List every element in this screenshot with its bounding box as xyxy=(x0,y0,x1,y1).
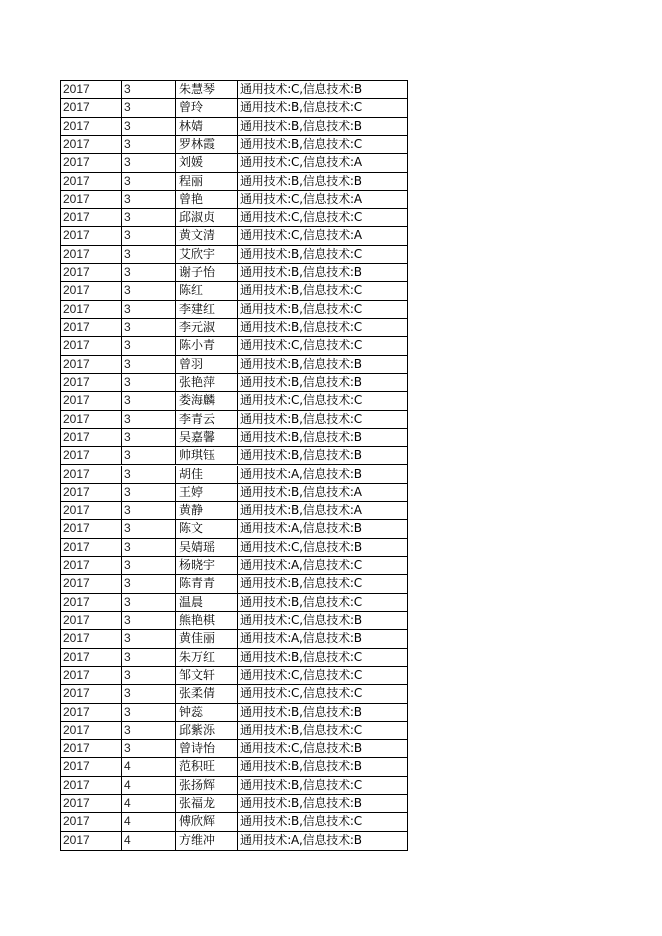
name-cell[interactable]: 黄文清 xyxy=(176,227,238,244)
class-cell[interactable]: 3 xyxy=(122,118,176,135)
grade-cell[interactable]: 通用技术:A,信息技术:B xyxy=(240,832,362,847)
grade-cell[interactable]: 通用技术:B,信息技术:B xyxy=(240,356,362,371)
year-cell[interactable]: 2017 xyxy=(61,557,122,574)
grade-cell[interactable]: 通用技术:B,信息技术:C xyxy=(240,814,362,829)
table-row xyxy=(61,704,407,722)
table-row xyxy=(61,557,407,575)
year-cell[interactable]: 2017 xyxy=(61,630,122,647)
grade-cell[interactable]: 通用技术:B,信息技术:B xyxy=(240,118,362,133)
table-row xyxy=(61,502,407,520)
name-cell[interactable]: 艾欣宇 xyxy=(176,246,238,263)
name-cell[interactable]: 谢子怡 xyxy=(176,264,238,281)
class-cell[interactable]: 4 xyxy=(122,813,176,830)
year-cell[interactable]: 2017 xyxy=(61,319,122,336)
class-cell[interactable]: 3 xyxy=(122,136,176,153)
grade-cell[interactable]: 通用技术:B,信息技术:B xyxy=(240,796,362,811)
name-cell[interactable]: 曾艳 xyxy=(176,191,238,208)
table-row xyxy=(61,374,407,392)
table-row xyxy=(61,154,407,172)
table-row xyxy=(61,319,407,337)
name-cell[interactable]: 吴嘉馨 xyxy=(176,429,238,446)
name-cell[interactable]: 傅欣辉 xyxy=(176,813,238,830)
grade-cell[interactable]: 通用技术:B,信息技术:C xyxy=(240,722,362,737)
table-row xyxy=(61,227,407,245)
grade-cell[interactable]: 通用技术:C,信息技术:C xyxy=(240,393,363,408)
grade-cell[interactable]: 通用技术:B,信息技术:C xyxy=(240,320,362,335)
table-row xyxy=(61,795,407,813)
name-cell[interactable]: 程丽 xyxy=(176,173,238,190)
year-cell[interactable]: 2017 xyxy=(61,81,122,98)
class-cell[interactable]: 3 xyxy=(122,722,176,739)
table-row xyxy=(61,777,407,795)
name-cell[interactable]: 吴婧瑶 xyxy=(176,539,238,556)
table-row xyxy=(61,337,407,355)
year-cell[interactable]: 2017 xyxy=(61,282,122,299)
year-cell[interactable]: 2017 xyxy=(61,777,122,794)
class-cell[interactable]: 3 xyxy=(122,685,176,702)
name-cell[interactable]: 陈青青 xyxy=(176,575,238,592)
class-cell[interactable]: 3 xyxy=(122,667,176,684)
table-row xyxy=(61,649,407,667)
year-cell[interactable]: 2017 xyxy=(61,722,122,739)
table-row xyxy=(61,722,407,740)
name-cell[interactable]: 温晨 xyxy=(176,594,238,611)
name-cell[interactable]: 曾玲 xyxy=(176,99,238,116)
name-cell[interactable]: 张艳萍 xyxy=(176,374,238,391)
class-cell[interactable]: 3 xyxy=(122,392,176,409)
name-cell[interactable]: 钟蕊 xyxy=(176,704,238,721)
grade-cell[interactable]: 通用技术:B,信息技术:C xyxy=(240,576,362,591)
table-row xyxy=(61,520,407,538)
table-row xyxy=(61,301,407,319)
grade-cell[interactable]: 通用技术:B,信息技术:C xyxy=(240,136,362,151)
grade-cell[interactable]: 通用技术:A,信息技术:B xyxy=(240,631,362,646)
name-cell[interactable]: 林婧 xyxy=(176,118,238,135)
grade-cell[interactable]: 通用技术:B,信息技术:C xyxy=(240,246,362,261)
name-cell[interactable]: 方维冲 xyxy=(176,832,238,850)
year-cell[interactable]: 2017 xyxy=(61,795,122,812)
class-cell[interactable]: 3 xyxy=(122,466,176,483)
year-cell[interactable]: 2017 xyxy=(61,667,122,684)
class-cell[interactable]: 3 xyxy=(122,612,176,629)
name-cell[interactable]: 邹文轩 xyxy=(176,667,238,684)
name-cell[interactable]: 邱紫泺 xyxy=(176,722,238,739)
year-cell[interactable]: 2017 xyxy=(61,429,122,446)
name-cell[interactable]: 黄佳丽 xyxy=(176,630,238,647)
class-cell[interactable]: 3 xyxy=(122,191,176,208)
table-row xyxy=(61,484,407,502)
class-cell[interactable]: 3 xyxy=(122,539,176,556)
name-cell[interactable]: 罗林霞 xyxy=(176,136,238,153)
table-row xyxy=(61,630,407,648)
year-cell[interactable]: 2017 xyxy=(61,539,122,556)
class-cell[interactable]: 3 xyxy=(122,301,176,318)
table-row xyxy=(61,264,407,282)
grade-cell[interactable]: 通用技术:B,信息技术:B xyxy=(240,173,362,188)
class-cell[interactable]: 3 xyxy=(122,429,176,446)
name-cell[interactable]: 黄静 xyxy=(176,502,238,519)
grade-cell[interactable]: 通用技术:B,信息技术:B xyxy=(240,759,362,774)
grade-cell[interactable]: 通用技术:B,信息技术:B xyxy=(240,374,362,389)
class-cell[interactable]: 4 xyxy=(122,795,176,812)
table-row xyxy=(61,246,407,264)
year-cell[interactable]: 2017 xyxy=(61,813,122,830)
grade-cell[interactable]: 通用技术:B,信息技术:B xyxy=(240,429,362,444)
table-row xyxy=(61,539,407,557)
year-cell[interactable]: 2017 xyxy=(61,246,122,263)
year-cell[interactable]: 2017 xyxy=(61,356,122,373)
name-cell[interactable]: 陈文 xyxy=(176,520,238,537)
year-cell[interactable]: 2017 xyxy=(61,209,122,226)
name-cell[interactable]: 曾羽 xyxy=(176,356,238,373)
year-cell[interactable]: 2017 xyxy=(61,173,122,190)
grade-cell[interactable]: 通用技术:C,信息技术:B xyxy=(240,612,362,627)
name-cell[interactable]: 杨晓宇 xyxy=(176,557,238,574)
grade-cell[interactable]: 通用技术:B,信息技术:A xyxy=(240,484,362,499)
year-cell[interactable]: 2017 xyxy=(61,649,122,666)
year-cell[interactable]: 2017 xyxy=(61,136,122,153)
class-cell[interactable]: 3 xyxy=(122,319,176,336)
class-cell[interactable]: 3 xyxy=(122,246,176,263)
table-row xyxy=(61,282,407,300)
table-row xyxy=(61,758,407,776)
grade-cell[interactable]: 通用技术:B,信息技术:C xyxy=(240,649,362,664)
year-cell[interactable]: 2017 xyxy=(61,704,122,721)
year-cell[interactable]: 2017 xyxy=(61,502,122,519)
name-cell[interactable]: 朱慧琴 xyxy=(176,81,238,98)
table-row xyxy=(61,99,407,117)
name-cell[interactable]: 曾诗怡 xyxy=(176,740,238,757)
table-row xyxy=(61,411,407,429)
name-cell[interactable]: 李青云 xyxy=(176,411,238,428)
grade-cell[interactable]: 通用技术:B,信息技术:B xyxy=(240,704,362,719)
name-cell[interactable]: 陈红 xyxy=(176,282,238,299)
grade-cell[interactable]: 通用技术:B,信息技术:C xyxy=(240,100,362,115)
class-cell[interactable]: 4 xyxy=(122,832,176,850)
year-cell[interactable]: 2017 xyxy=(61,520,122,537)
table-row xyxy=(61,612,407,630)
table-row xyxy=(61,740,407,758)
name-cell[interactable]: 张福龙 xyxy=(176,795,238,812)
class-cell[interactable]: 4 xyxy=(122,777,176,794)
class-cell[interactable]: 3 xyxy=(122,594,176,611)
class-cell[interactable]: 3 xyxy=(122,630,176,647)
table-row xyxy=(61,832,407,850)
table-row xyxy=(61,429,407,447)
grade-cell[interactable]: 通用技术:C,信息技术:C xyxy=(240,667,363,682)
class-cell[interactable]: 3 xyxy=(122,557,176,574)
grade-cell[interactable]: 通用技术:A,信息技术:B xyxy=(240,466,362,481)
grade-cell[interactable]: 通用技术:B,信息技术:B xyxy=(240,448,362,463)
grade-cell[interactable]: 通用技术:C,信息技术:B xyxy=(240,741,362,756)
class-cell[interactable]: 3 xyxy=(122,99,176,116)
class-cell[interactable]: 3 xyxy=(122,502,176,519)
class-cell[interactable]: 3 xyxy=(122,704,176,721)
name-cell[interactable]: 李建红 xyxy=(176,301,238,318)
table-row xyxy=(61,685,407,703)
year-cell[interactable]: 2017 xyxy=(61,466,122,483)
table-row xyxy=(61,118,407,136)
class-cell[interactable]: 3 xyxy=(122,337,176,354)
name-cell[interactable]: 熊艳棋 xyxy=(176,612,238,629)
name-cell[interactable]: 刘媛 xyxy=(176,154,238,171)
table-row xyxy=(61,813,407,831)
spreadsheet-table xyxy=(60,80,408,851)
grade-cell[interactable]: 通用技术:B,信息技术:C xyxy=(240,594,362,609)
class-cell[interactable]: 3 xyxy=(122,209,176,226)
grade-cell[interactable]: 通用技术:C,信息技术:C xyxy=(240,338,363,353)
table-row xyxy=(61,447,407,465)
class-cell[interactable]: 4 xyxy=(122,758,176,775)
grade-cell[interactable]: 通用技术:B,信息技术:A xyxy=(240,503,362,518)
grade-cell[interactable]: 通用技术:C,信息技术:A xyxy=(240,191,362,206)
class-cell[interactable]: 3 xyxy=(122,374,176,391)
year-cell[interactable]: 2017 xyxy=(61,118,122,135)
year-cell[interactable]: 2017 xyxy=(61,374,122,391)
year-cell[interactable]: 2017 xyxy=(61,411,122,428)
year-cell[interactable]: 2017 xyxy=(61,612,122,629)
class-cell[interactable]: 3 xyxy=(122,356,176,373)
name-cell[interactable]: 陈小青 xyxy=(176,337,238,354)
grade-cell[interactable]: 通用技术:B,信息技术:C xyxy=(240,283,362,298)
class-cell[interactable]: 3 xyxy=(122,264,176,281)
table-row xyxy=(61,392,407,410)
name-cell[interactable]: 帅琪钰 xyxy=(176,447,238,464)
grade-cell[interactable]: 通用技术:C,信息技术:B xyxy=(240,82,362,96)
name-cell[interactable]: 王婷 xyxy=(176,484,238,501)
class-cell[interactable]: 3 xyxy=(122,575,176,592)
grade-cell[interactable]: 通用技术:B,信息技术:C xyxy=(240,411,362,426)
name-cell[interactable]: 张扬辉 xyxy=(176,777,238,794)
class-cell[interactable]: 3 xyxy=(122,173,176,190)
name-cell[interactable]: 朱万红 xyxy=(176,649,238,666)
table-row xyxy=(61,575,407,593)
name-cell[interactable]: 邱淑贞 xyxy=(176,209,238,226)
name-cell[interactable]: 胡佳 xyxy=(176,466,238,483)
name-cell[interactable]: 范积旺 xyxy=(176,758,238,775)
class-cell[interactable]: 3 xyxy=(122,227,176,244)
name-cell[interactable]: 娄海麟 xyxy=(176,392,238,409)
grade-cell[interactable]: 通用技术:C,信息技术:C xyxy=(240,210,363,225)
class-cell[interactable]: 3 xyxy=(122,411,176,428)
table-row xyxy=(61,356,407,374)
class-cell[interactable]: 3 xyxy=(122,282,176,299)
name-cell[interactable]: 张柔倩 xyxy=(176,685,238,702)
grade-cell[interactable]: 通用技术:C,信息技术:B xyxy=(240,539,362,554)
year-cell[interactable]: 2017 xyxy=(61,685,122,702)
grade-cell[interactable]: 通用技术:B,信息技术:C xyxy=(240,777,362,792)
year-cell[interactable]: 2017 xyxy=(61,99,122,116)
year-cell[interactable]: 2017 xyxy=(61,832,122,850)
year-cell[interactable]: 2017 xyxy=(61,484,122,501)
grade-cell[interactable]: 通用技术:C,信息技术:A xyxy=(240,155,362,170)
class-cell[interactable]: 3 xyxy=(122,484,176,501)
year-cell[interactable]: 2017 xyxy=(61,154,122,171)
grade-cell[interactable]: 通用技术:B,信息技术:B xyxy=(240,265,362,280)
class-cell[interactable]: 3 xyxy=(122,154,176,171)
table-row xyxy=(61,594,407,612)
year-cell[interactable]: 2017 xyxy=(61,264,122,281)
table-row xyxy=(61,209,407,227)
class-cell[interactable]: 3 xyxy=(122,520,176,537)
year-cell[interactable]: 2017 xyxy=(61,575,122,592)
grade-cell[interactable]: 通用技术:C,信息技术:C xyxy=(240,686,363,701)
table-row xyxy=(61,81,407,99)
name-cell[interactable]: 李元淑 xyxy=(176,319,238,336)
grade-cell[interactable]: 通用技术:A,信息技术:B xyxy=(240,521,362,536)
grade-cell[interactable]: 通用技术:B,信息技术:C xyxy=(240,301,362,316)
class-cell[interactable]: 3 xyxy=(122,81,176,98)
year-cell[interactable]: 2017 xyxy=(61,740,122,757)
table-row xyxy=(61,191,407,209)
grade-cell[interactable]: 通用技术:C,信息技术:A xyxy=(240,228,362,243)
year-cell[interactable]: 2017 xyxy=(61,227,122,244)
table-row xyxy=(61,667,407,685)
year-cell[interactable]: 2017 xyxy=(61,301,122,318)
year-cell[interactable]: 2017 xyxy=(61,392,122,409)
grade-cell[interactable]: 通用技术:A,信息技术:C xyxy=(240,558,362,573)
class-cell[interactable]: 3 xyxy=(122,649,176,666)
class-cell[interactable]: 3 xyxy=(122,740,176,757)
table-row xyxy=(61,466,407,484)
table-row xyxy=(61,136,407,154)
year-cell[interactable]: 2017 xyxy=(61,758,122,775)
year-cell[interactable]: 2017 xyxy=(61,337,122,354)
class-cell[interactable]: 3 xyxy=(122,447,176,464)
year-cell[interactable]: 2017 xyxy=(61,594,122,611)
table-row xyxy=(61,173,407,191)
year-cell[interactable]: 2017 xyxy=(61,191,122,208)
year-cell[interactable]: 2017 xyxy=(61,447,122,464)
